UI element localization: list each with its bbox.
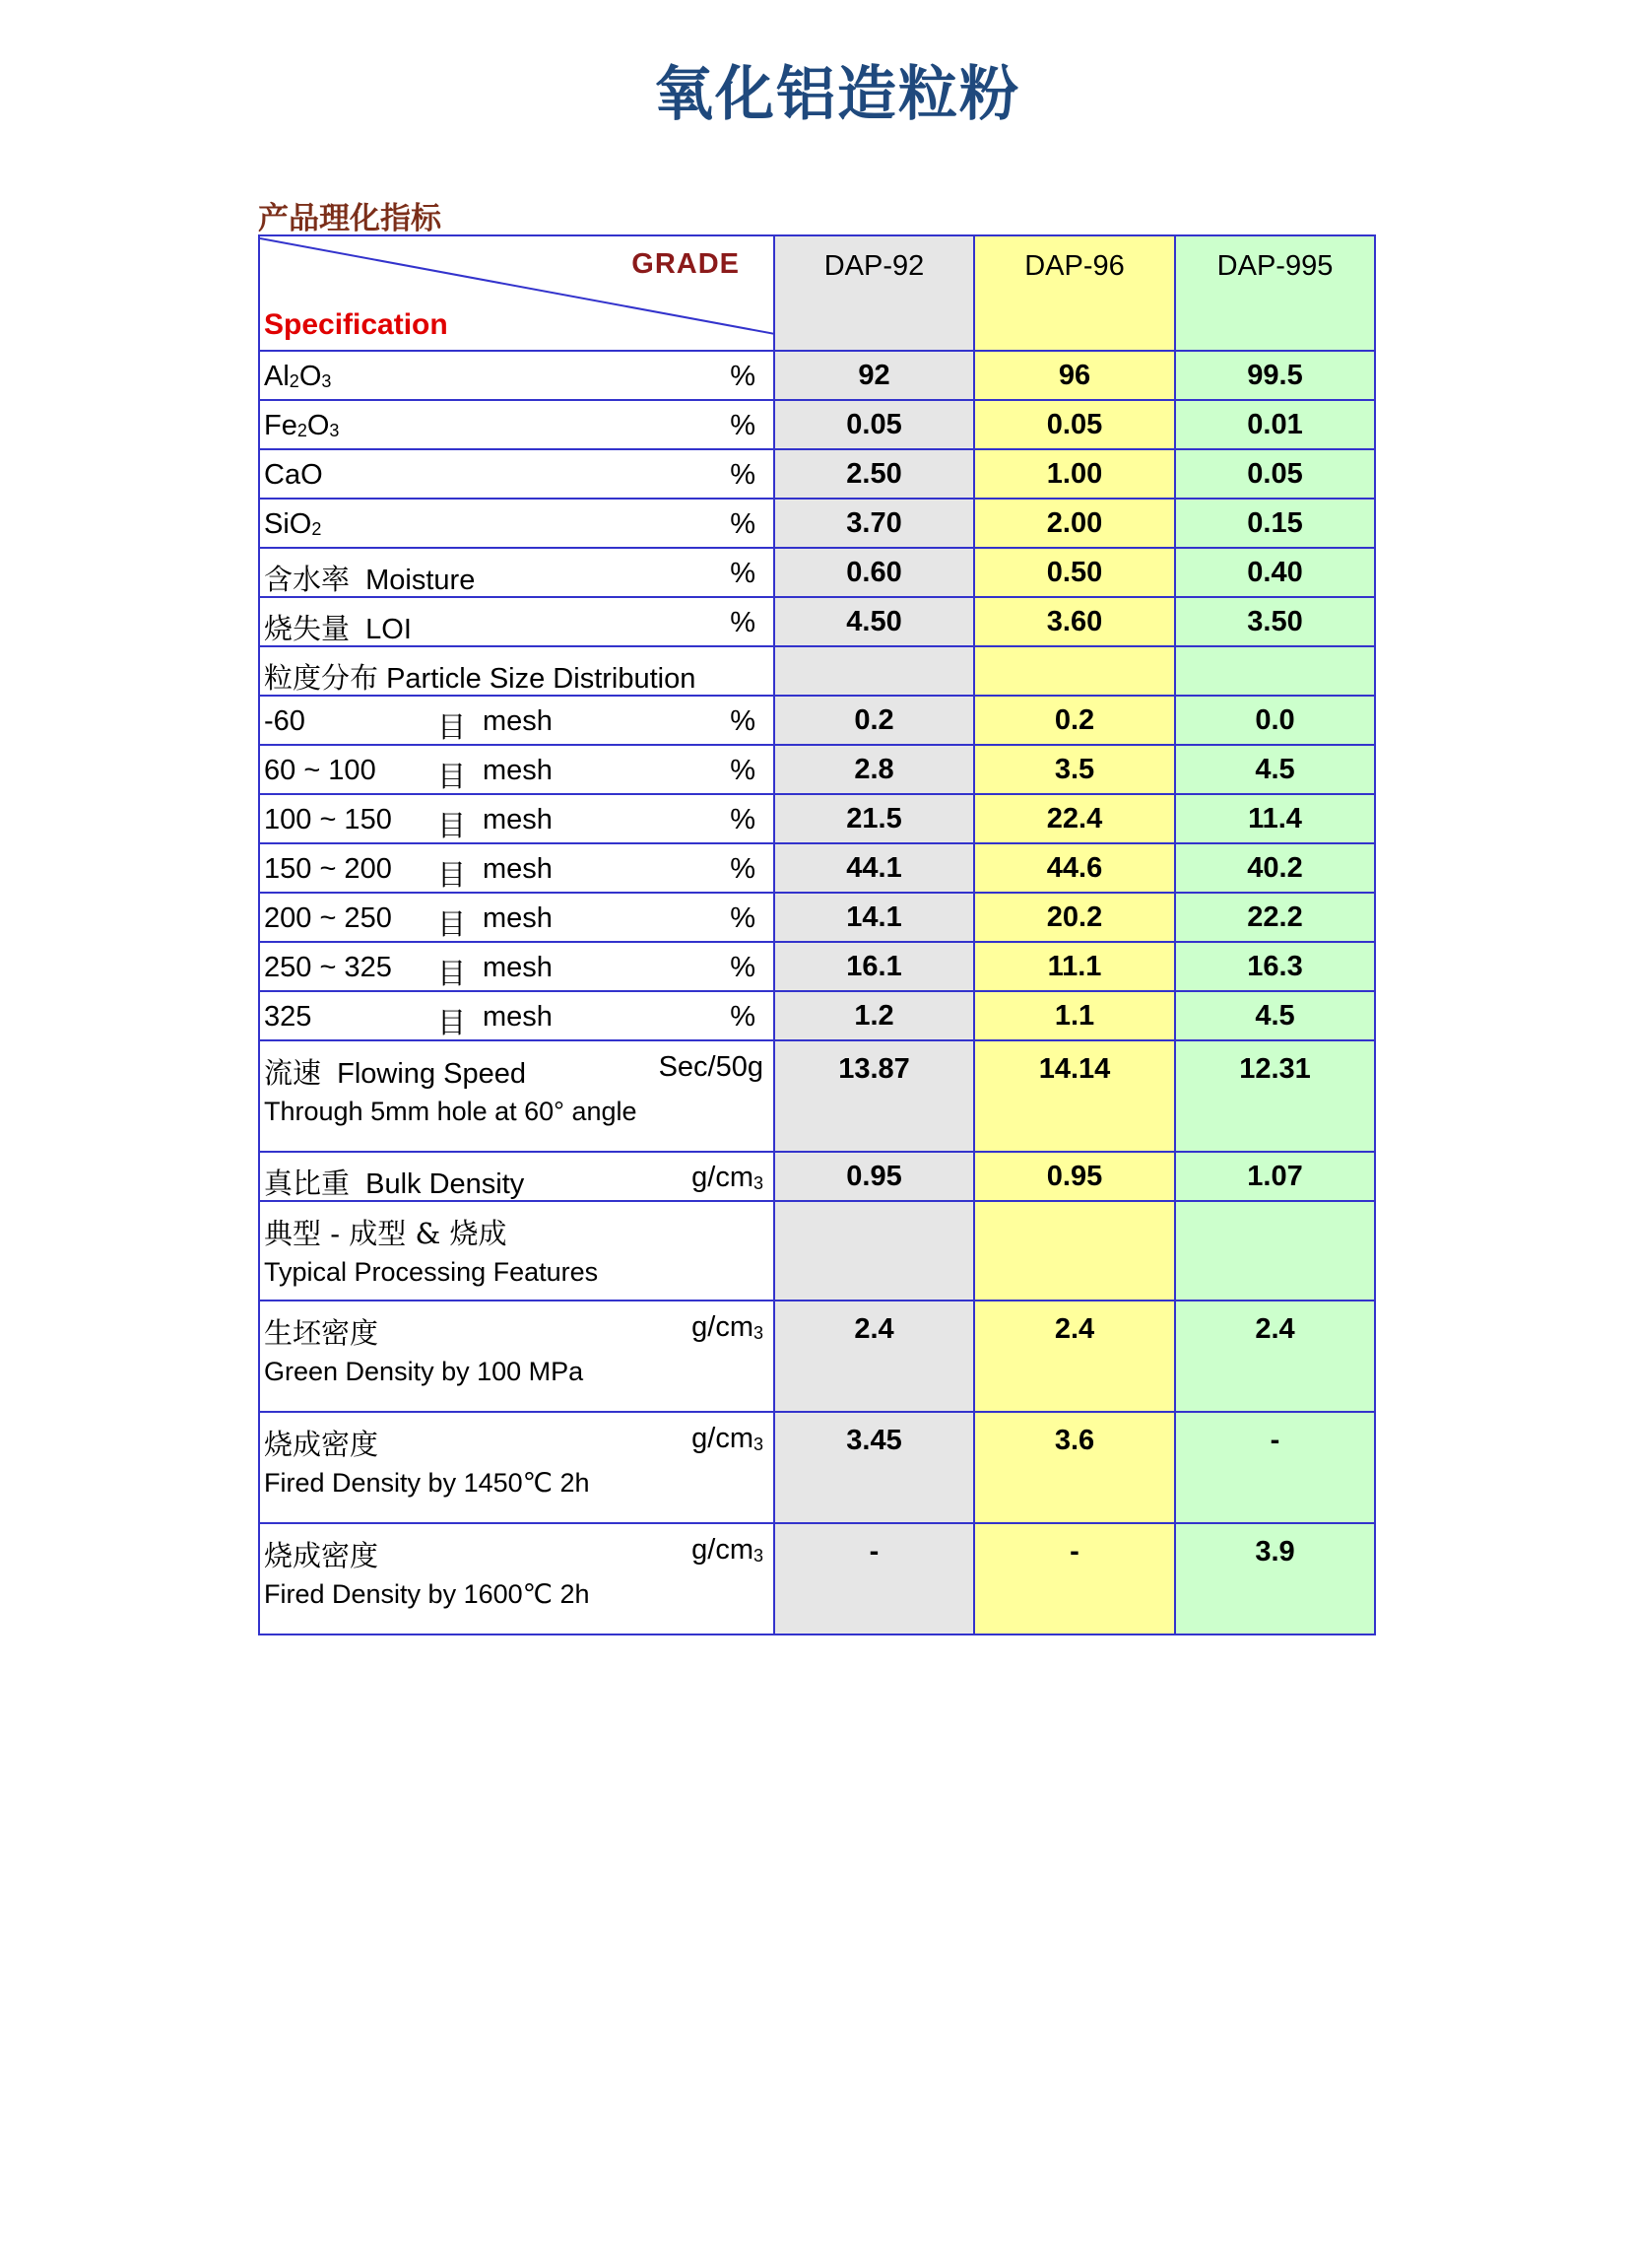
- value-dap-92: 3.45: [774, 1412, 974, 1523]
- param-cell: [259, 893, 774, 942]
- value-dap-96: 20.2: [974, 893, 1175, 942]
- table-row-loi: [259, 597, 1375, 646]
- document-title: 氧化铝造粒粉: [654, 60, 1020, 129]
- value-dap-92: 1.2: [774, 991, 974, 1040]
- value-dap-995: 16.3: [1175, 942, 1375, 991]
- value-dap-96: 3.5: [974, 745, 1175, 794]
- param-cell: [259, 449, 774, 499]
- value-dap-92: 2.50: [774, 449, 974, 499]
- param-name: 烧失量 LOI: [264, 612, 412, 645]
- param-cell: [259, 400, 774, 449]
- grade-dap-92: DAP-92: [774, 235, 974, 351]
- param-cell: [259, 1201, 774, 1301]
- param-name: $Al_2O_3$: [264, 361, 332, 392]
- param-cell: [259, 1412, 774, 1523]
- param-cell: [259, 942, 774, 991]
- unit-label: %: [730, 558, 755, 589]
- param-name: 真比重 Bulk Density: [264, 1167, 525, 1200]
- unit-label: %: [730, 952, 755, 983]
- param-cell: [259, 1301, 774, 1412]
- value-dap-995: 40.2: [1175, 843, 1375, 893]
- param-cell: [259, 548, 774, 597]
- param-cell: [259, 351, 774, 400]
- value-dap-96: 96: [974, 351, 1175, 400]
- value-dap-96: 44.6: [974, 843, 1175, 893]
- unit-label: %: [730, 607, 755, 638]
- value-dap-92: 21.5: [774, 794, 974, 843]
- param-subtext: Fired Density by 1450℃ 2h: [264, 1468, 590, 1498]
- param-cell: [259, 991, 774, 1040]
- param-name: 典型 - 成型 & 烧成: [264, 1217, 507, 1250]
- value-dap-92: 2.8: [774, 745, 974, 794]
- value-dap-995: -: [1175, 1412, 1375, 1523]
- value-dap-96: 0.50: [974, 548, 1175, 597]
- unit-label: %: [730, 705, 755, 737]
- unit-label: %: [730, 1001, 755, 1033]
- mesh-range: 200 ~ 250: [264, 902, 392, 934]
- spec-table: [258, 234, 1376, 1635]
- mesh-en: mesh: [483, 705, 553, 737]
- mesh-range: 60 ~ 100: [264, 755, 376, 786]
- param-name: 含水率 Moisture: [264, 563, 476, 596]
- param-name: $Fe_2O_3$: [264, 410, 340, 441]
- value-dap-995: 22.2: [1175, 893, 1375, 942]
- empty-cell: [774, 646, 974, 696]
- unit-label: %: [730, 804, 755, 835]
- param-name: 烧成密度: [264, 1539, 379, 1572]
- table-row-mesh: [259, 893, 1375, 942]
- value-dap-995: 1.07: [1175, 1152, 1375, 1201]
- header-corner-cell: [259, 235, 774, 351]
- grade-label: GRADE: [631, 248, 740, 280]
- mesh-cn: 目: [437, 1006, 467, 1039]
- table-row-mesh: [259, 843, 1375, 893]
- param-name: 生坯密度: [264, 1316, 379, 1350]
- table-row-typical-processing: [259, 1201, 1375, 1301]
- value-dap-96: 1.1: [974, 991, 1175, 1040]
- value-dap-96: 2.00: [974, 499, 1175, 548]
- mesh-cn: 目: [437, 858, 467, 892]
- mesh-en: mesh: [483, 853, 553, 885]
- value-dap-995: 0.0: [1175, 696, 1375, 745]
- unit-label: %: [730, 902, 755, 934]
- value-dap-995: 3.9: [1175, 1523, 1375, 1634]
- value-dap-995: 4.5: [1175, 991, 1375, 1040]
- value-dap-92: 13.87: [774, 1040, 974, 1152]
- param-cell: [259, 745, 774, 794]
- table-row-psd-header: [259, 646, 1375, 696]
- value-dap-96: 14.14: [974, 1040, 1175, 1152]
- empty-cell: [1175, 646, 1375, 696]
- param-cell: [259, 1523, 774, 1634]
- unit-label: %: [730, 459, 755, 491]
- param-cell: [259, 597, 774, 646]
- value-dap-96: 1.00: [974, 449, 1175, 499]
- value-dap-995: 4.5: [1175, 745, 1375, 794]
- param-cell: [259, 794, 774, 843]
- unit-label: $g/cm_3$: [691, 1534, 763, 1566]
- specification-label: Specification: [264, 308, 448, 341]
- value-dap-92: -: [774, 1523, 974, 1634]
- mesh-cn: 目: [437, 760, 467, 793]
- value-dap-92: 14.1: [774, 893, 974, 942]
- value-dap-92: 3.70: [774, 499, 974, 548]
- param-name: CaO: [264, 459, 323, 491]
- mesh-en: mesh: [483, 902, 553, 934]
- param-cell: [259, 843, 774, 893]
- param-name: SiO$_2$: [264, 508, 322, 540]
- unit-label: Sec/50g: [658, 1051, 763, 1083]
- value-dap-995: 0.15: [1175, 499, 1375, 548]
- table-row-mesh: [259, 991, 1375, 1040]
- table-header-row: [259, 235, 1375, 351]
- value-dap-92: 2.4: [774, 1301, 974, 1412]
- table-row-sio2: [259, 499, 1375, 548]
- value-dap-96: 0.95: [974, 1152, 1175, 1201]
- value-dap-92: 0.2: [774, 696, 974, 745]
- param-cell: [259, 696, 774, 745]
- mesh-cn: 目: [437, 809, 467, 842]
- value-dap-96: 2.4: [974, 1301, 1175, 1412]
- section-title: 产品理化指标: [258, 201, 441, 236]
- value-dap-995: 3.50: [1175, 597, 1375, 646]
- unit-label: %: [730, 755, 755, 786]
- param-subtext: Through 5mm hole at 60° angle: [264, 1097, 637, 1126]
- value-dap-92: 16.1: [774, 942, 974, 991]
- param-cell: [259, 499, 774, 548]
- value-dap-96: 11.1: [974, 942, 1175, 991]
- unit-label: $g/cm_3$: [691, 1311, 763, 1343]
- value-dap-995: 0.01: [1175, 400, 1375, 449]
- table-row-fe2o3: [259, 400, 1375, 449]
- mesh-range: 100 ~ 150: [264, 804, 392, 835]
- grade-dap-995: DAP-995: [1175, 235, 1375, 351]
- unit-label: $g/cm_3$: [691, 1162, 763, 1193]
- value-dap-995: 0.40: [1175, 548, 1375, 597]
- table-row-moisture: [259, 548, 1375, 597]
- mesh-cn: 目: [437, 957, 467, 990]
- grade-dap-96: DAP-96: [974, 235, 1175, 351]
- unit-label: %: [730, 508, 755, 540]
- unit-label: %: [730, 853, 755, 885]
- mesh-en: mesh: [483, 952, 553, 983]
- table-row-mesh: [259, 696, 1375, 745]
- mesh-cn: 目: [437, 907, 467, 941]
- param-subtext: Fired Density by 1600℃ 2h: [264, 1579, 590, 1609]
- mesh-range: -60: [264, 705, 305, 737]
- param-subtext: Typical Processing Features: [264, 1257, 599, 1287]
- param-name: 流速 Flowing Speed: [264, 1056, 526, 1090]
- value-dap-96: 22.4: [974, 794, 1175, 843]
- value-dap-995: 12.31: [1175, 1040, 1375, 1152]
- table-row-mesh: [259, 745, 1375, 794]
- param-cell: [259, 1040, 774, 1152]
- value-dap-92: 0.05: [774, 400, 974, 449]
- mesh-range: 150 ~ 200: [264, 853, 392, 885]
- empty-cell: [774, 1201, 974, 1301]
- unit-label: $g/cm_3$: [691, 1423, 763, 1454]
- table-row-fired-density-1600: [259, 1523, 1375, 1634]
- value-dap-96: 3.6: [974, 1412, 1175, 1523]
- value-dap-995: 99.5: [1175, 351, 1375, 400]
- table-row-fired-density-1450: [259, 1412, 1375, 1523]
- empty-cell: [974, 1201, 1175, 1301]
- param-cell: [259, 1152, 774, 1201]
- value-dap-995: 0.05: [1175, 449, 1375, 499]
- empty-cell: [1175, 1201, 1375, 1301]
- param-subtext: Green Density by 100 MPa: [264, 1357, 584, 1386]
- param-name: 烧成密度: [264, 1428, 379, 1461]
- value-dap-92: 0.60: [774, 548, 974, 597]
- mesh-en: mesh: [483, 755, 553, 786]
- table-row-green-density: [259, 1301, 1375, 1412]
- empty-cell: [974, 646, 1175, 696]
- param-name: 粒度分布 Particle Size Distribution: [264, 661, 696, 695]
- value-dap-96: -: [974, 1523, 1175, 1634]
- value-dap-92: 4.50: [774, 597, 974, 646]
- table-row-al2o3: [259, 351, 1375, 400]
- table-row-mesh: [259, 942, 1375, 991]
- value-dap-995: 2.4: [1175, 1301, 1375, 1412]
- table-row-cao: [259, 449, 1375, 499]
- value-dap-96: 0.2: [974, 696, 1175, 745]
- value-dap-92: 0.95: [774, 1152, 974, 1201]
- mesh-en: mesh: [483, 804, 553, 835]
- table-row-mesh: [259, 794, 1375, 843]
- mesh-cn: 目: [437, 710, 467, 744]
- param-cell: [259, 646, 774, 696]
- value-dap-96: 0.05: [974, 400, 1175, 449]
- table-row-flowing-speed: [259, 1040, 1375, 1152]
- mesh-range: 325: [264, 1001, 312, 1033]
- value-dap-92: 92: [774, 351, 974, 400]
- mesh-range: 250 ~ 325: [264, 952, 392, 983]
- table-row-bulk-density: [259, 1152, 1375, 1201]
- unit-label: %: [730, 361, 755, 392]
- mesh-en: mesh: [483, 1001, 553, 1033]
- value-dap-995: 11.4: [1175, 794, 1375, 843]
- value-dap-96: 3.60: [974, 597, 1175, 646]
- unit-label: %: [730, 410, 755, 441]
- value-dap-92: 44.1: [774, 843, 974, 893]
